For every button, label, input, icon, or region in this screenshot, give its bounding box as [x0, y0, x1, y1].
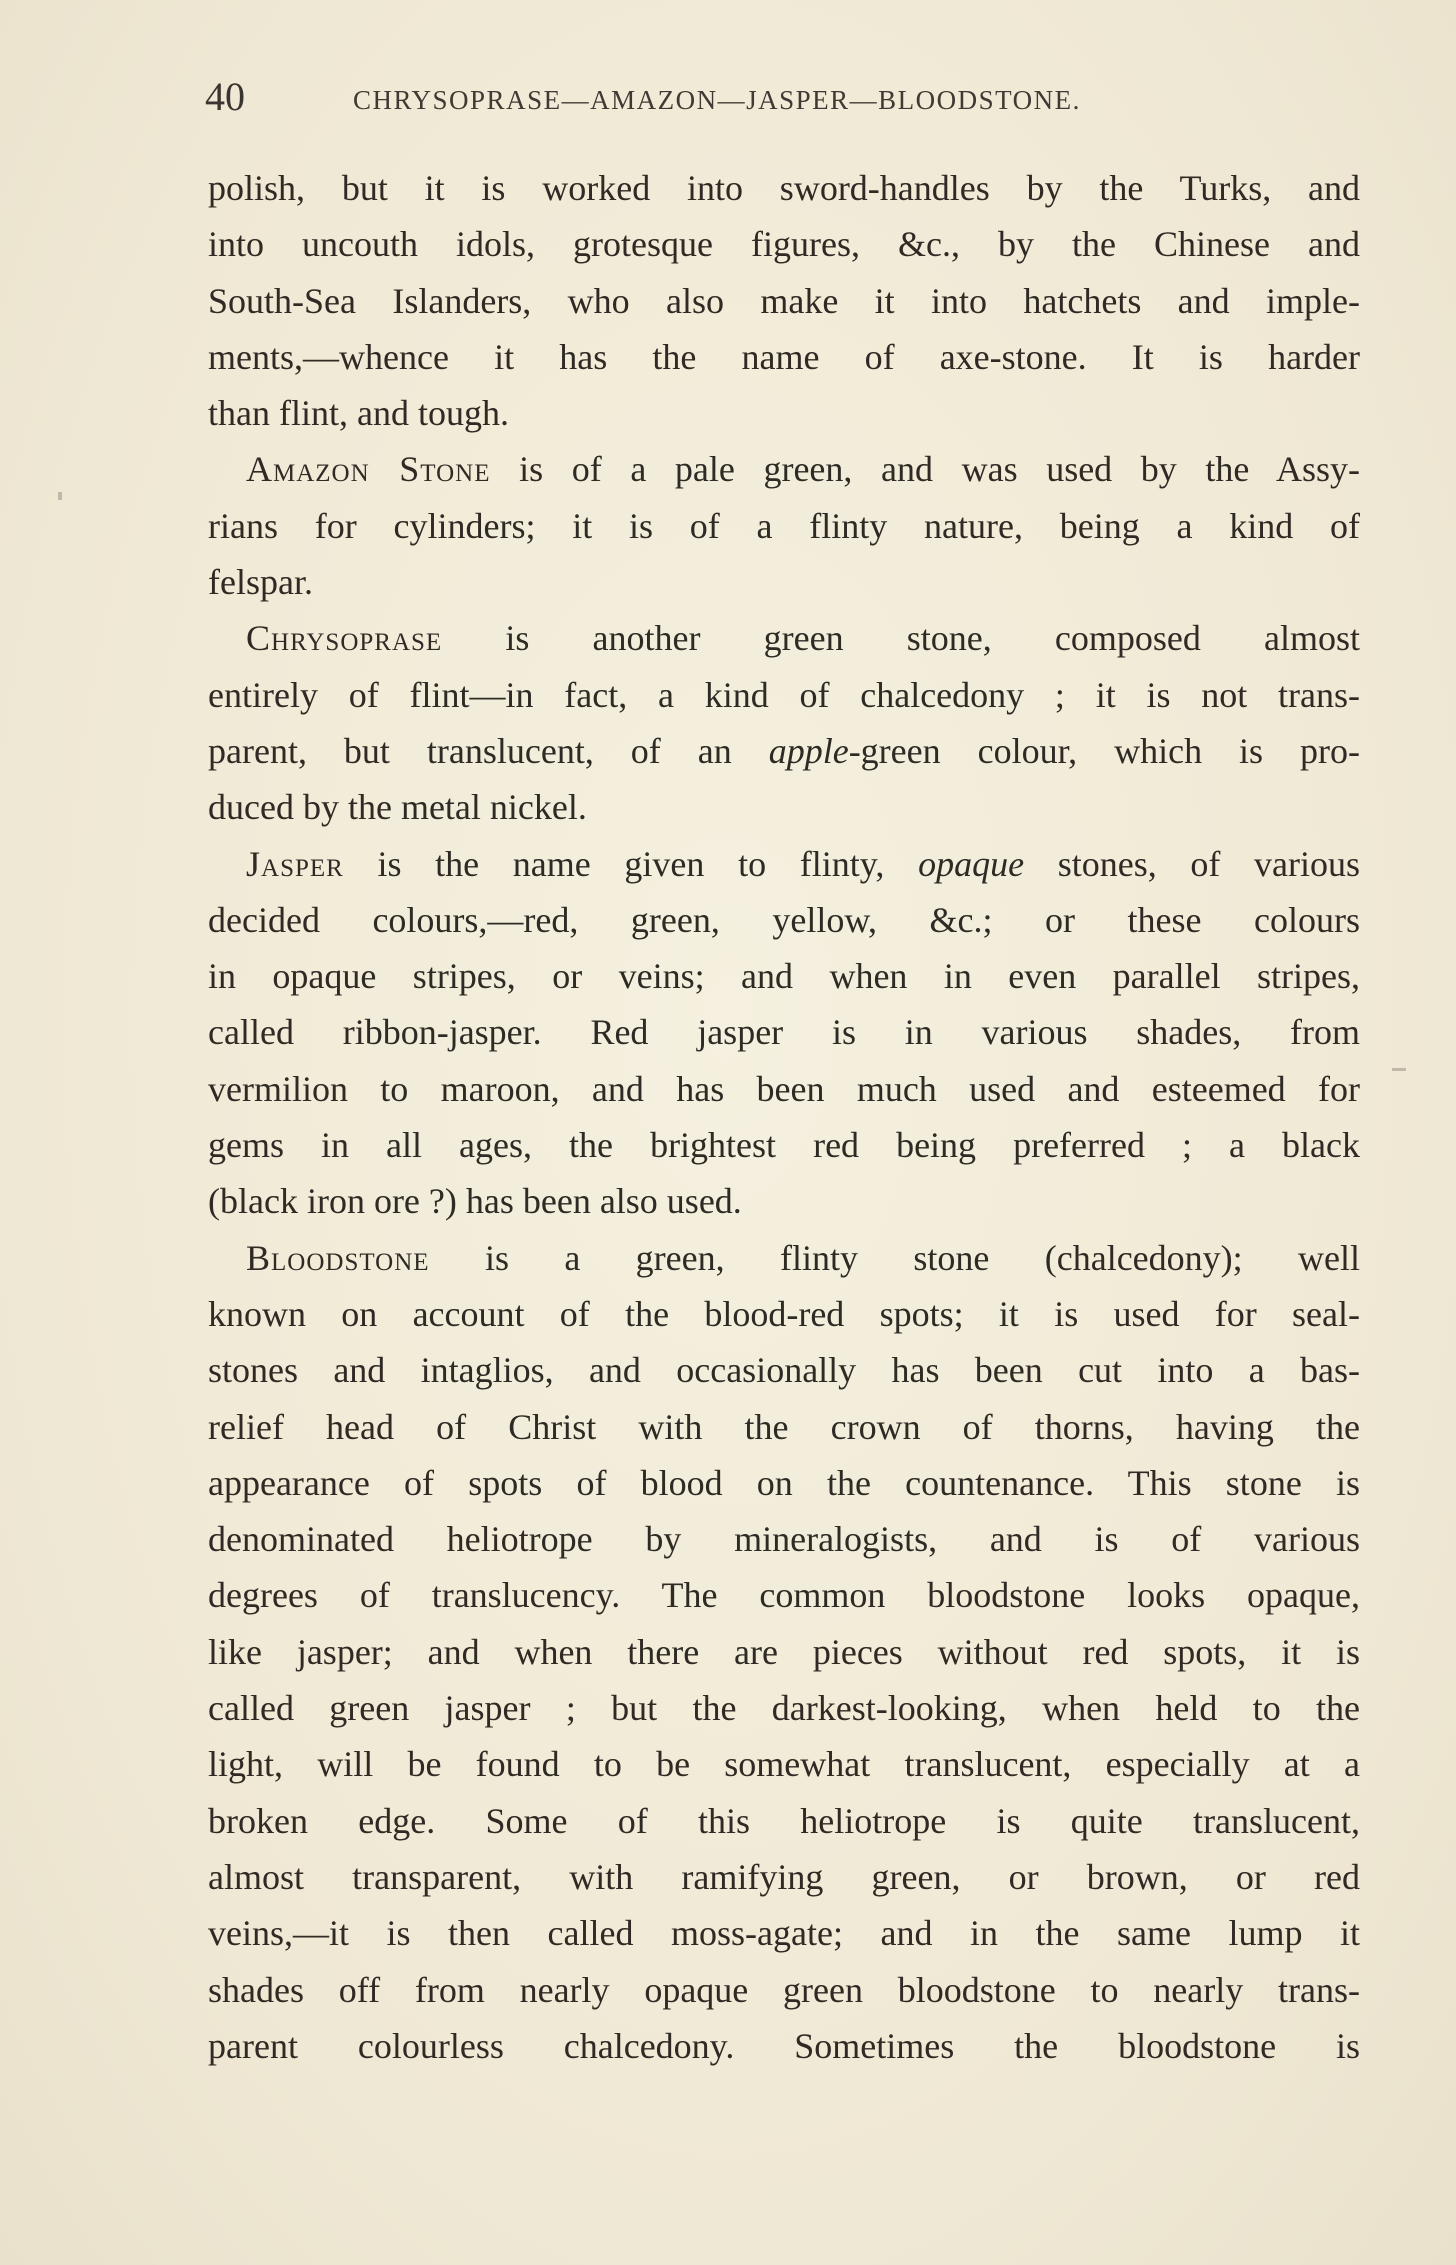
text-line: [208, 610, 1360, 666]
text-line: denominated heliotrope by mineralogists, and is of various: [208, 1519, 1360, 1560]
text-line: duced by the metal nickel.: [208, 787, 587, 828]
text-line: known on account of the blood-red spots; it is used for seal-: [208, 1293, 1360, 1334]
text-fragment: is the name given to flinty,: [343, 843, 919, 884]
body-text: [208, 160, 1360, 2074]
text-line: called ribbon-jasper. Red jasper is in various shades, from: [208, 1012, 1360, 1053]
running-title: CHRYSOPRASE—AMAZON—JASPER—BLOODSTONE.: [353, 85, 1081, 115]
italic-apple: apple: [768, 730, 849, 771]
text-fragment: is a green, flinty stone (chalcedony); well: [429, 1237, 1360, 1278]
italic-opaque: opaque: [918, 843, 1025, 884]
scan-speck: [1392, 1068, 1406, 1071]
text-line: than flint, and tough.: [208, 393, 509, 434]
text-line: almost transparent, with ramifying green, or brown, or red: [208, 1856, 1360, 1897]
text-line: rians for cylinders; it is of a flinty nature, being a kind of: [208, 505, 1360, 546]
heading-bloodstone: Bloodstone: [246, 1237, 430, 1278]
text-line: South-Sea Islanders, who also make it into hatchets and imple-: [208, 280, 1360, 321]
paragraph-jasper: [208, 836, 1360, 1230]
text-line: parent colourless chalcedony. Sometimes the bloodstone is: [208, 2025, 1360, 2066]
text-line: felspar.: [208, 562, 313, 603]
heading-jasper: Jasper: [246, 843, 344, 884]
text-line: [208, 441, 1360, 497]
text-line: [208, 836, 1360, 892]
text-line: appearance of spots of blood on the countenance. This stone is: [208, 1462, 1360, 1503]
text-line: called green jasper ; but the darkest-looking, when held to the: [208, 1688, 1360, 1729]
text-line: (black iron ore ?) has been also used.: [208, 1181, 742, 1222]
text-line: veins,—it is then called moss-agate; and in the same lump it: [208, 1913, 1360, 1954]
heading-amazon-stone: Amazon Stone: [246, 449, 491, 490]
text-line: into uncouth idols, grotesque figures, &c., by the Chinese and: [208, 224, 1360, 265]
text-line: in opaque stripes, or veins; and when in even parallel stripes,: [208, 956, 1360, 997]
paragraph-chrysoprase: [208, 610, 1360, 835]
text-line: like jasper; and when there are pieces without red spots, it is: [208, 1631, 1360, 1672]
text-line: polish, but it is worked into sword-handles by the Turks, and: [208, 168, 1360, 208]
text-line: vermilion to maroon, and has been much used and esteemed for: [208, 1068, 1360, 1109]
text-fragment: parent, but translucent, of an: [208, 730, 769, 771]
scan-speck: [58, 492, 62, 500]
paragraph-amazon-stone: [208, 441, 1360, 610]
text-fragment: -green colour, which is pro-: [848, 730, 1360, 771]
text-line: stones and intaglios, and occasionally has been cut into a bas-: [208, 1350, 1360, 1391]
text-line: decided colours,—red, green, yellow, &c.; or these colours: [208, 899, 1360, 940]
text-line: light, will be found to be somewhat translucent, especially at a: [208, 1744, 1360, 1785]
heading-chrysoprase: Chrysoprase: [246, 618, 443, 659]
text-line: broken edge. Some of this heliotrope is quite translucent,: [208, 1800, 1360, 1841]
running-head: [205, 72, 1205, 122]
text-line: gems in all ages, the brightest red being preferred ; a black: [208, 1125, 1360, 1166]
text-line: entirely of flint—in fact, a kind of chalcedony ; it is not trans-: [208, 674, 1360, 715]
text-line: degrees of translucency. The common bloodstone looks opaque,: [208, 1575, 1360, 1616]
page-number: 40: [205, 74, 245, 119]
text-line: ments,—whence it has the name of axe-stone. It is harder: [208, 336, 1360, 377]
text-line: relief head of Christ with the crown of thorns, having the: [208, 1406, 1360, 1447]
text-fragment: is of a pale green, and was used by the Assy-: [490, 449, 1360, 490]
text-line: [208, 723, 1360, 779]
text-fragment: is another green stone, composed almost: [442, 618, 1360, 659]
text-line: shades off from nearly opaque green bloodstone to nearly trans-: [208, 1969, 1360, 2010]
text-fragment: stones, of various: [1024, 843, 1361, 884]
paragraph-1: [208, 160, 1360, 441]
paragraph-bloodstone: [208, 1230, 1360, 2074]
text-line: [208, 1230, 1360, 1286]
